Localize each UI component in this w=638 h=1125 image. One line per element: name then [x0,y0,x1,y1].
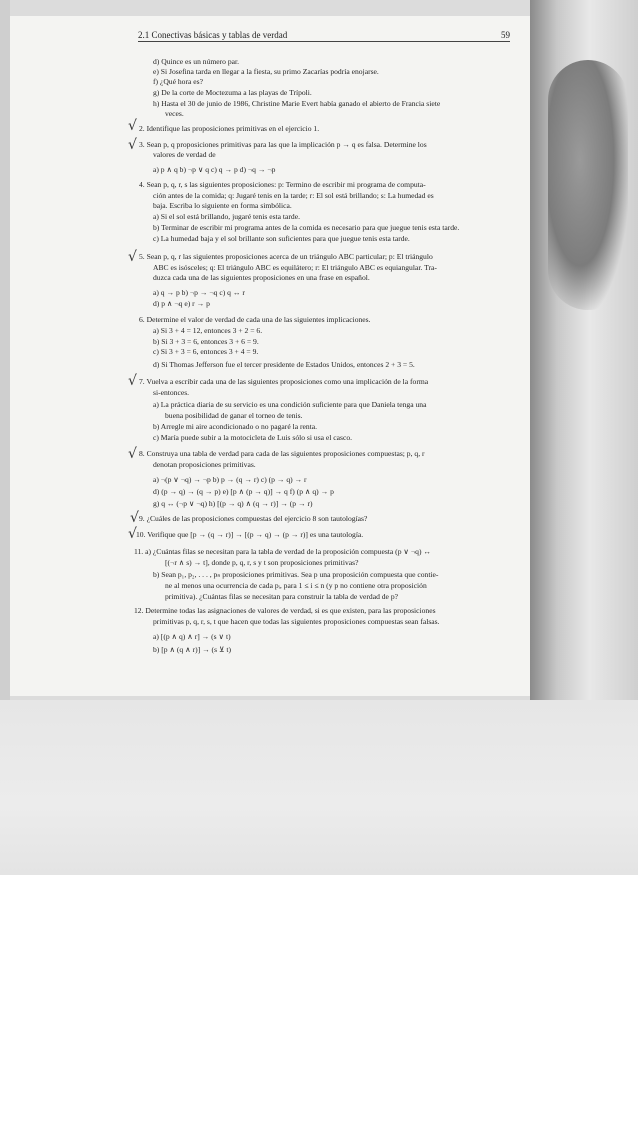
exercise-line: d) p ∧ ¬q e) r → p [153,299,210,308]
exercise-line: a) p ∧ q b) ¬p ∨ q c) q → p d) ¬q → ¬p [153,165,276,174]
exercise-line: duzca cada una de las siguientes proposiciones en una frase en español. [153,273,370,282]
exercise-line: b) Si 3 + 3 = 6, entonces 3 + 6 = 9. [153,337,259,346]
exercise-line: c) La humedad baja y el sol brillante son suficientes para que juegue tenis esta tarde. [153,234,410,243]
exercise-line: 2. Identifique las proposiciones primitivas en el ejercicio 1. [139,124,320,133]
exercise-line: buena posibilidad de ganar el torneo de tenis. [165,411,303,420]
exercise-line: 4. Sean p, q, r, s las siguientes proposiciones: p: Termino de escribir mi programa de computa- [139,180,426,189]
exercise-line: primitivas p, q, r, s, t que hacen que todas las siguientes proposiciones compuestas sean falsas. [153,617,440,626]
exercise-line: 6. Determine el valor de verdad de cada una de las siguientes implicaciones. [139,315,371,324]
exercise-line: 9. ¿Cuáles de las proposiciones compuestas del ejercicio 8 son tautologías? [139,514,368,523]
exercise-line: d) Quince es un número par. [153,57,240,66]
exercise-line: ción antes de la comida; q: Jugaré tenis en la tarde; r: El sol está brillando; s: La humedad es [153,191,434,200]
exercise-line: e) Si Josefina tarda en llegar a la fiesta, su primo Zacarías podría enojarse. [153,67,379,76]
exercise-line: a) [(p ∧ q) ∧ r] → (s ∨ t) [153,632,231,641]
exercise-line: 12. Determine todas las asignaciones de valores de verdad, si es que existen, para las proposiciones [134,606,436,615]
exercise-line: si-entonces. [153,388,190,397]
exercise-line: 7. Vuelva a escribir cada una de las siguientes proposiciones como una implicación de la forma [139,377,429,386]
exercise-line: a) q → p b) ¬p → ¬q c) q ↔ r [153,288,245,297]
finger-shadow [548,60,628,310]
exercise-line: a) Si el sol está brillando, jugaré tenis esta tarde. [153,212,300,221]
exercise-line: denotan proposiciones primitivas. [153,460,256,469]
exercise-line: primitiva). ¿Cuántas filas se necesitan para construir la tabla de verdad de p? [165,592,398,601]
exercise-line: 3. Sean p, q proposiciones primitivas para las que la implicación p → q es falsa. Determine los [139,140,427,149]
exercise-line: ABC es isósceles; q: El triángulo ABC es equilátero; r: El triángulo ABC es equiangular. Tra- [153,263,437,272]
check-mark-icon: √ [130,510,139,526]
exercise-line: g) De la corte de Moctezuma a las playas de Trípoli. [153,88,312,97]
check-mark-icon: √ [128,526,137,542]
exercise-line: [(¬r ∧ s) → t], donde p, q, r, s y t son proposiciones primitivas? [165,558,359,567]
exercise-line: b) [p ∧ (q ∧ r)] → (s ⊻ t) [153,645,232,654]
exercise-line: a) ¬(p ∨ ¬q) → ¬p b) p → (q → r) c) (p → q) → r [153,475,307,484]
exercise-line: g) q ↔ (¬p ∨ ¬q) h) [(p → q) ∧ (q → r)] → (p → r) [153,499,313,508]
exercise-line: 8. Construya una tabla de verdad para cada de las siguientes proposiciones compuestas; p, q, r [139,449,425,458]
check-mark-icon: √ [128,373,137,389]
scan-bottom-band [0,700,638,875]
check-mark-icon: √ [128,118,137,134]
exercise-line: b) Terminar de escribir mi programa antes de la comida es necesario para que juegue tenis esta tarde. [153,223,460,232]
exercise-line: a) Si 3 + 4 = 12, entonces 3 + 2 = 6. [153,326,263,335]
exercise-line: f) ¿Qué hora es? [153,77,203,86]
exercise-line: b) Arregle mi aire acondicionado o no pagaré la renta. [153,422,318,431]
exercise-line: c) Si 3 + 3 = 6, entonces 3 + 4 = 9. [153,347,259,356]
exercise-line: b) Sean p₁, p₂, . . . , pₙ proposiciones primitivas. Sea p una proposición compuesta que contie- [153,570,439,579]
running-header [138,30,510,42]
exercise-line: a) La práctica diaria de su servicio es una condición suficiente para que Daniela tenga una [153,400,427,409]
exercise-line: baja. Escriba lo siguiente en forma simbólica. [153,201,292,210]
check-mark-icon: √ [128,249,137,265]
check-mark-icon: √ [128,137,137,153]
check-mark-icon: √ [128,446,137,462]
exercise-line: 5. Sean p, q, r las siguientes proposiciones acerca de un triángulo ABC particular; p: El triángulo [139,252,433,261]
scan-left-edge [0,0,10,700]
exercise-line: c) María puede subir a la motocicleta de Luis sólo si usa el casco. [153,433,353,442]
exercise-line: 11. a) ¿Cuántas filas se necesitan para la tabla de verdad de la proposición compuesta (p ∨ ¬q) ↔ [134,547,431,556]
page-number: 59 [501,30,510,40]
section-title: 2.1 Conectivas básicas y tablas de verdad [138,30,288,40]
exercise-line: d) Si Thomas Jefferson fue el tercer presidente de Estados Unidos, entonces 2 + 3 = 5. [153,360,415,369]
exercise-line: d) (p → q) → (q → p) e) [p ∧ (p → q)] → q f) (p ∧ q) → p [153,487,334,496]
exercise-line: ne al menos una ocurrencia de cada pᵢ, para 1 ≤ i ≤ n (y p no contiene otra proposición [165,581,427,590]
exercise-line: veces. [165,109,184,118]
exercise-line: valores de verdad de [153,150,216,159]
exercise-line: h) Hasta el 30 de junio de 1986, Christine Marie Evert había ganado el abierto de Francia siete [153,99,441,108]
exercise-line: 10. Verifique que [p → (q → r)] → [(p → q) → (p → r)] es una tautología. [136,530,364,539]
